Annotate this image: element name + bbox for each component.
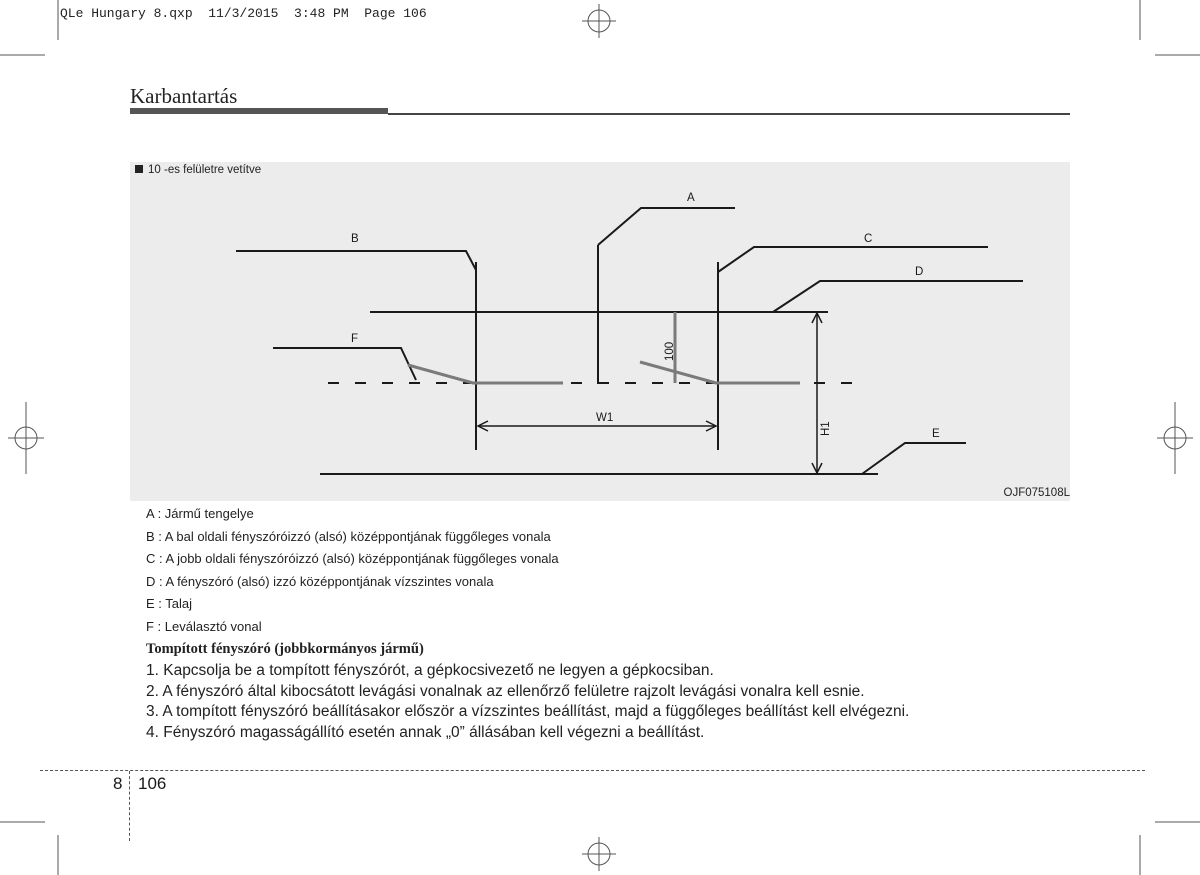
page-number: 106: [138, 774, 167, 793]
section-title: Karbantartás: [130, 84, 238, 108]
callout-f: F: [351, 333, 359, 345]
dimension-w1-label: W1: [596, 412, 614, 424]
figure-code: OJF075108L: [1003, 487, 1070, 499]
legend-item-e: E : Talaj: [146, 596, 193, 612]
leader-e: [862, 443, 966, 474]
leader-c: [718, 247, 988, 272]
procedure-step: 3. A tompított fényszóró beállításakor először a vízszintes beállítást, majd a függőleges beállítást kell elvégezni.: [146, 703, 910, 721]
procedure-step: 4. Fényszóró magasságállító esetén annak „0” állásában kell végezni a beállítást.: [146, 723, 705, 741]
procedure-step: 2. A fényszóró által kibocsátott levágási vonalnak az ellenőrző felületre rajzolt levágási vonalra kell esnie.: [146, 682, 865, 700]
callout-e: E: [932, 428, 940, 440]
alignment-diagram: [236, 192, 1023, 474]
left-cutoff-line: [408, 365, 563, 383]
callout-d: D: [915, 266, 924, 278]
callout-c: C: [864, 233, 873, 245]
leader-b: [236, 251, 476, 270]
procedure-steps: [146, 661, 909, 743]
footer-rule: [40, 770, 1145, 771]
callout-b: B: [351, 233, 359, 245]
figure-caption-text: 10 -es felületre vetítve: [148, 164, 262, 176]
leader-f: [273, 348, 416, 380]
right-cutoff-line: [640, 362, 800, 383]
dimension-h1-label: H1: [820, 421, 832, 436]
procedure-step: 1. Kapcsolja be a tompított fényszórót, a gépkocsivezető ne legyen a gépkocsiban.: [146, 662, 714, 679]
dimension-100-label: 100: [664, 341, 676, 361]
footer-divider: [129, 771, 130, 841]
procedure-title: Tompított fényszóró (jobbkormányos jármű): [146, 641, 424, 657]
chapter-number: 8: [113, 774, 123, 793]
legend-list: [146, 503, 559, 639]
callout-a: A: [687, 192, 695, 204]
legend-item-d: D : A fényszóró (alsó) izzó középpontjának vízszintes vonala: [146, 573, 494, 589]
legend-item-b: B : A bal oldali fényszóróizzó (alsó) középpontjának függőleges vonala: [146, 528, 551, 544]
leader-a: [598, 208, 735, 245]
leader-d: [773, 281, 1023, 312]
print-slug: QLe Hungary 8.qxp 11/3/2015 3:48 PM Page 106: [60, 6, 427, 21]
legend-item-a: A : Jármű tengelye: [146, 506, 254, 521]
legend-item-c: C : A jobb oldali fényszóróizzó (alsó) középpontjának függőleges vonala: [146, 551, 559, 567]
legend-item-f: F : Leválasztó vonal: [146, 618, 262, 634]
